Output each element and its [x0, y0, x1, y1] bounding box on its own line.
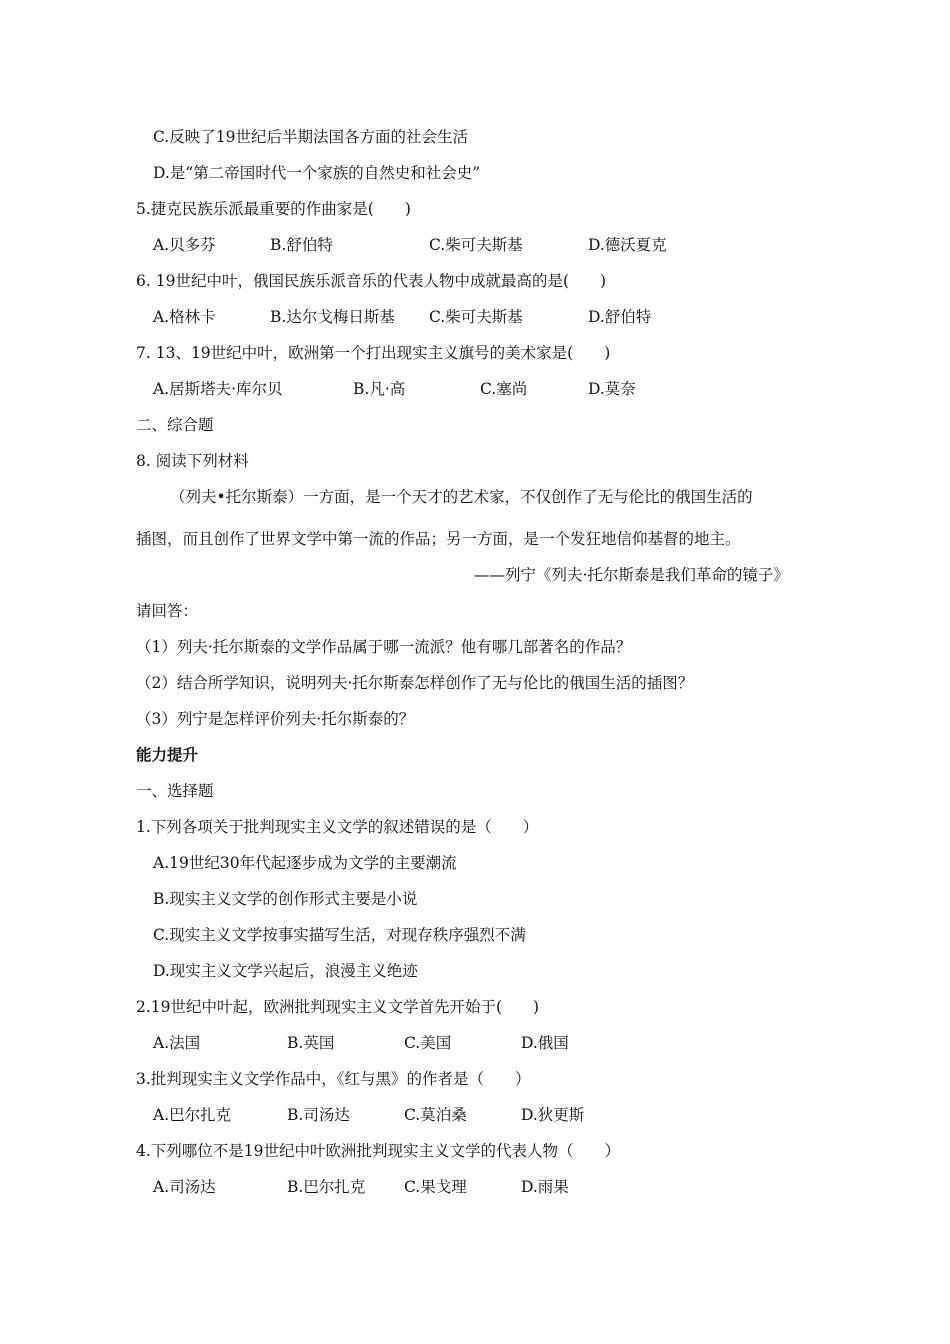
q5-option-a: A.贝多芬	[153, 236, 216, 254]
q5-option-d: D.德沃夏克	[588, 236, 667, 254]
option-d-line: D.是“第二帝国时代一个家族的自然史和社会史”	[153, 164, 481, 182]
q5-option-b: B.舒伯特	[270, 236, 333, 254]
p4-option-c: C.果戈理	[404, 1178, 467, 1196]
section-heading-choice: 一、选择题	[136, 782, 214, 800]
question-5-stem: 5.捷克民族乐派最重要的作曲家是( )	[136, 200, 411, 218]
ability-section-heading: 能力提升	[136, 746, 199, 764]
practice-1-stem: 1.下列各项关于批判现实主义文学的叙述错误的是（ ）	[136, 818, 539, 836]
practice-2-stem: 2.19世纪中叶起，欧洲批判现实主义文学首先开始于( )	[136, 998, 540, 1016]
p1-option-b: B.现实主义文学的创作形式主要是小说	[153, 890, 418, 908]
p3-option-d: D.狄更斯	[521, 1106, 585, 1124]
sub-question-2: （2）结合所学知识，说明列夫·托尔斯泰怎样创作了无与伦比的俄国生活的插图？	[136, 674, 694, 692]
q6-option-a: A.格林卡	[153, 308, 216, 326]
p1-option-a: A.19世纪30年代起逐步成为文学的主要潮流	[153, 854, 457, 872]
question-7-stem: 7. 13、19世纪中叶，欧洲第一个打出现实主义旗号的美术家是( )	[136, 344, 611, 362]
p3-option-c: C.莫泊桑	[404, 1106, 467, 1124]
question-6-stem: 6. 19世纪中叶，俄国民族乐派音乐的代表人物中成就最高的是( )	[136, 272, 607, 290]
sub-question-3: （3）列宁是怎样评价列夫·托尔斯泰的？	[136, 710, 415, 728]
q7-option-a: A.居斯塔夫·库尔贝	[153, 380, 283, 398]
option-c-line: C.反映了19世纪后半期法国各方面的社会生活	[153, 128, 468, 146]
q7-option-b: B.凡·高	[353, 380, 406, 398]
material-source: ——列宁《列夫·托尔斯泰是我们革命的镜子》	[474, 566, 789, 584]
p3-option-b: B.司汤达	[287, 1106, 350, 1124]
p2-option-c: C.美国	[404, 1034, 452, 1052]
p4-option-d: D.雨果	[521, 1178, 569, 1196]
sub-question-1: （1）列夫·托尔斯泰的文学作品属于哪一流派？他有哪几部著名的作品？	[136, 638, 632, 656]
section-heading-comprehensive: 二、综合题	[136, 416, 214, 434]
answer-prompt: 请回答：	[136, 602, 199, 620]
practice-3-stem: 3.批判现实主义文学作品中，《红与黑》的作者是（ ）	[136, 1070, 531, 1088]
q7-option-d: D.莫奈	[588, 380, 636, 398]
p4-option-a: A.司汤达	[153, 1178, 216, 1196]
question-8-stem: 8. 阅读下列材料	[136, 452, 249, 470]
q5-option-c: C.柴可夫斯基	[429, 236, 523, 254]
practice-4-stem: 4.下列哪位不是19世纪中叶欧洲批判现实主义文学的代表人物（ ）	[136, 1142, 621, 1160]
p2-option-a: A.法国	[153, 1034, 201, 1052]
p1-option-c: C.现实主义文学按事实描写生活，对现存秩序强烈不满	[153, 926, 526, 944]
material-paragraph-line-1: （列夫•托尔斯泰）一方面，是一个天才的艺术家，不仅创作了无与伦比的俄国生活的	[170, 488, 753, 506]
q6-option-b: B.达尔戈梅日斯基	[270, 308, 395, 326]
q6-option-d: D.舒伯特	[588, 308, 652, 326]
p2-option-d: D.俄国	[521, 1034, 569, 1052]
p1-option-d: D.现实主义文学兴起后，浪漫主义绝迹	[153, 962, 418, 980]
p3-option-a: A.巴尔扎克	[153, 1106, 232, 1124]
q6-option-c: C.柴可夫斯基	[429, 308, 523, 326]
p4-option-b: B.巴尔扎克	[287, 1178, 366, 1196]
material-paragraph-line-2: 插图，而且创作了世界文学中第一流的作品；另一方面，是一个发狂地信仰基督的地主。	[136, 530, 741, 548]
q7-option-c: C.塞尚	[480, 380, 528, 398]
p2-option-b: B.英国	[287, 1034, 335, 1052]
